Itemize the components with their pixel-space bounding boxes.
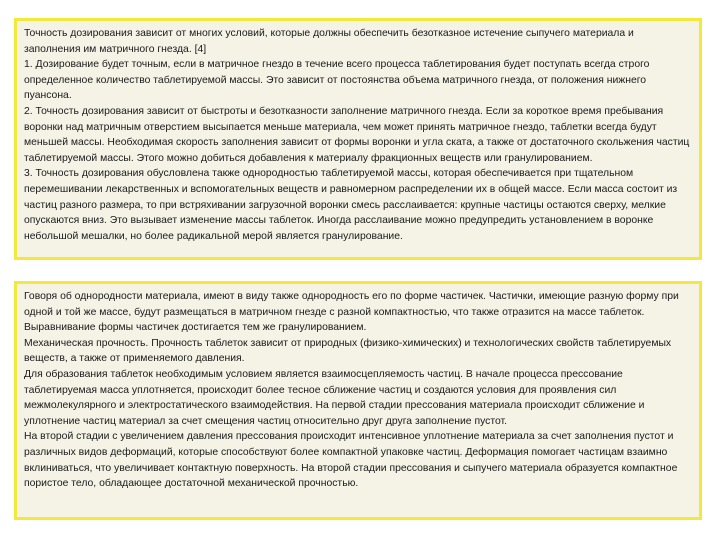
paragraph-intro: Точность дозирования зависит от многих условий, которые должны обеспечить безотказное истечение сыпучего материала и заполнения им матричного гнезда. [4]: [24, 28, 634, 55]
paragraph-first-stage: Для образования таблеток необходимым условием является взаимосцепляемость частиц. В начале процесса прессование таблетируемая масса уплотняется, происходит более тесное сближение частиц и создаются условия для проявления сил межмолекулярного и электростатического взаимодействия. На первой стадии прессования материала происходит сближение и уплотнение частиц материал за счет смещения частиц относительно друг друга заполнение пустот.: [24, 368, 645, 427]
paragraph-point-3: 3. Точность дозирования обусловлена также однородностью таблетируемой массы, которая обеспечивается при тщательном перемешивании лекарственных и вспомогательных веществ и равномерном распределении их в общей массе. Если масса состоит из частиц разного размера, то при встряхивании загрузочной воронки смесь расслаивается: крупные частицы остаются сверху, мелкие опускаются вниз. Это вызывает изменение массы таблеток. Иногда расслаивание можно предупредить установлением в воронке небольшой мешалки, но более радикальной мерой является гранулирование.: [24, 168, 678, 242]
paragraph-uniformity: Говоря об однородности материала, имеют в виду также однородность его по форме частичек. Частички, имеющие разную форму при одной и той же массе, будут размещаться в матричном гнезде с разной компактностью, что также отразится на массе таблеток. Выравнивание формы частичек достигается тем же гранулированием.: [24, 291, 679, 334]
text-box-top: [14, 18, 702, 260]
paragraph-mechanical-strength: Механическая прочность. Прочность таблеток зависит от природных (физико-химических) и технологических свойств таблетируемых веществ, а также от применяемого давления.: [24, 337, 672, 365]
paragraph-second-stage: На второй стадии с увеличением давления прессования происходит интенсивное уплотнение материала за счет заполнения пустот и различных видов деформаций, которые способствуют более компактной упаковке частиц. Деформация помогает частицам взаимно вклиниваться, что увеличивает контактную поверхность. На второй стадии прессования и сыпучего материала образуется компактное пористое тело, обладающее достаточной механической прочностью.: [24, 431, 678, 490]
paragraph-point-2: 2. Точность дозирования зависит от быстроты и безотказности заполнение матричного гнезда. Если за короткое время пребывания воронки над матричным отверстием высыпается меньше материала, чем может принять матричное гнездо, таблетки всегда будут меньшей массы. Необходимая скорость заполнения зависит от формы воронки и угла ската, а также от достаточного скольжения частиц таблетируемой массы. Этого можно добиться добавления к материалу фракционных веществ или гранулированием.: [24, 105, 690, 164]
paragraph-point-1: 1. Дозирование будет точным, если в матричное гнездо в течение всего процесса таблетирования будет поступать всегда строго определенное количество таблетируемой массы. Это зависит от постоянства объема матричного гнезда, от положения нижнего пуансона.: [24, 59, 650, 102]
text-box-bottom: [14, 281, 702, 520]
